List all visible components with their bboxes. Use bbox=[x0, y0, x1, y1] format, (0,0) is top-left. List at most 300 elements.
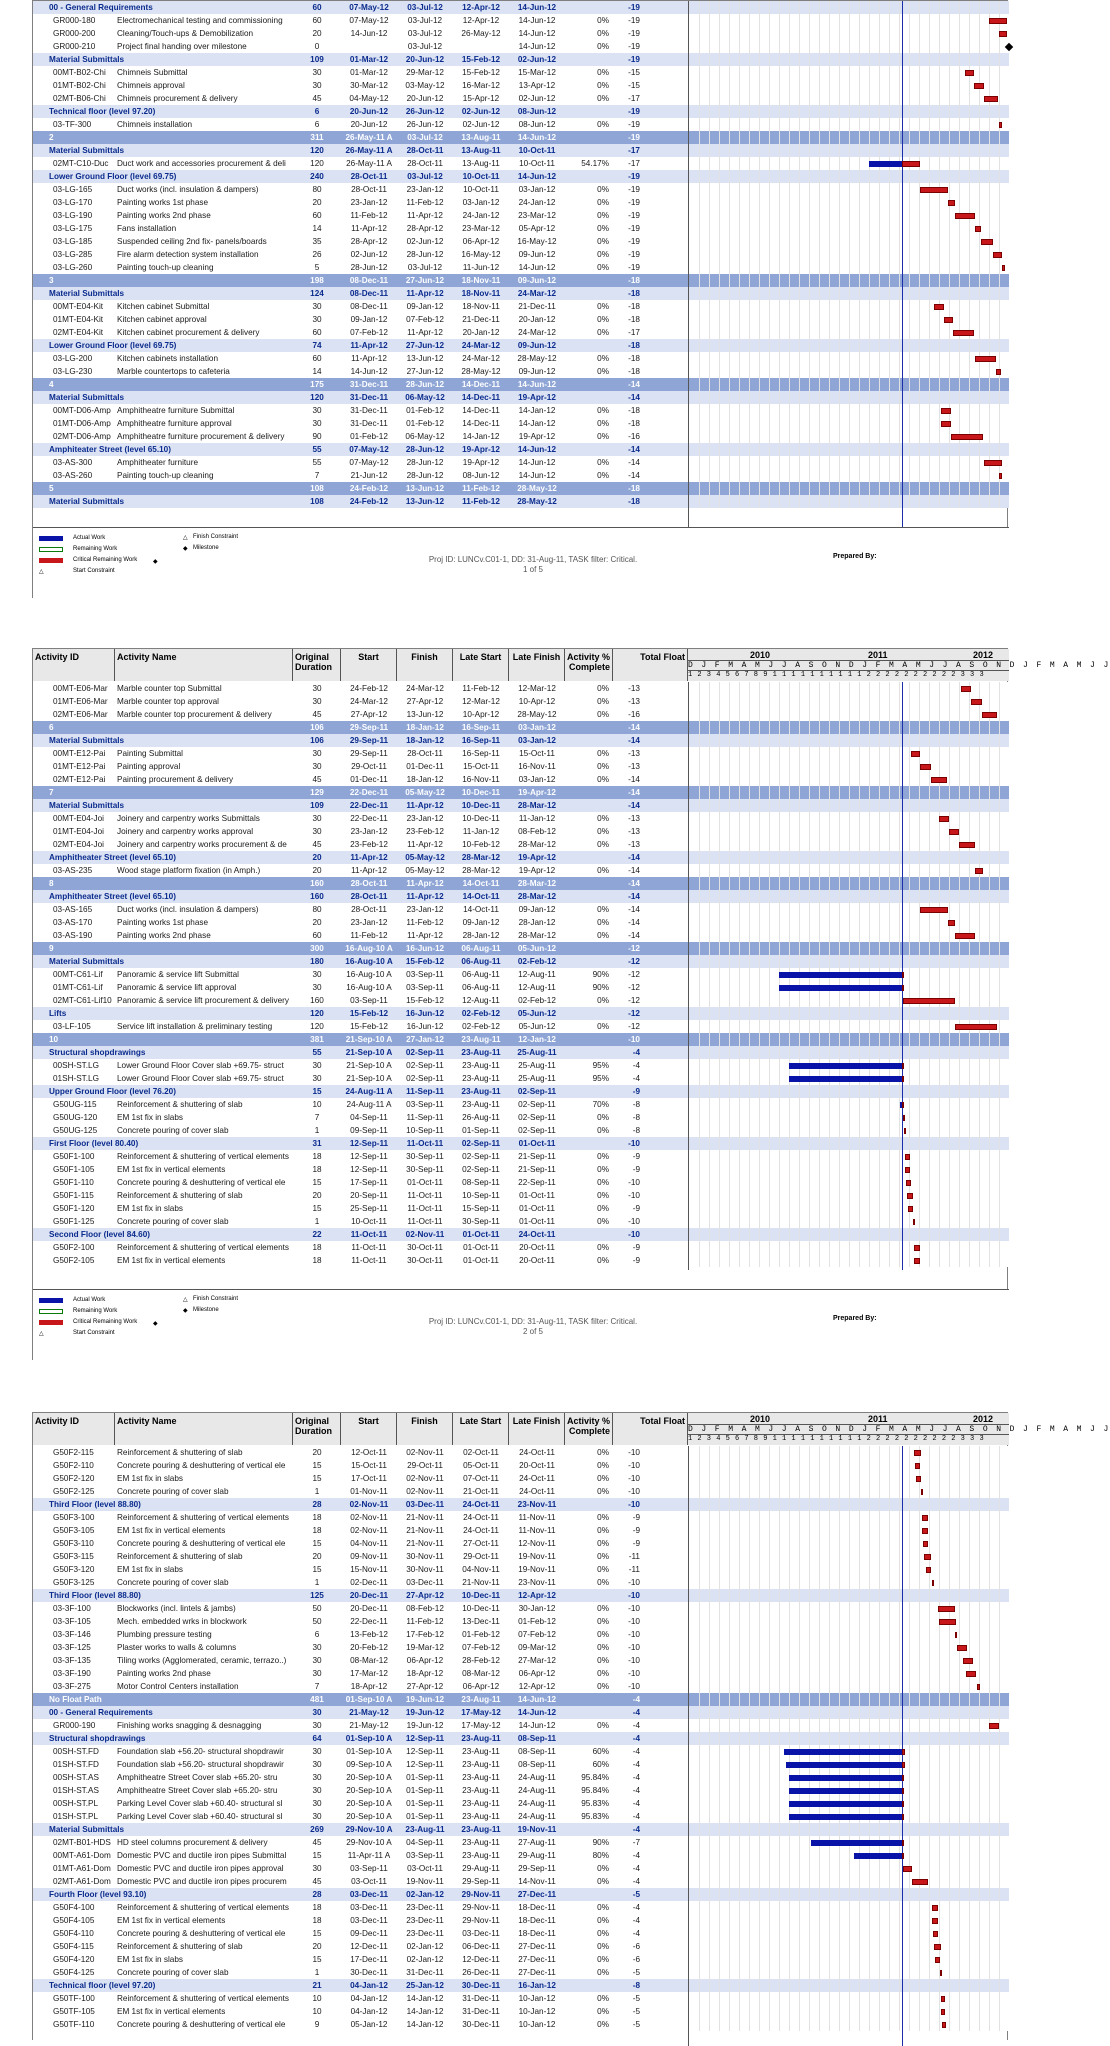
activity-id: 03-TF-300 bbox=[53, 120, 92, 129]
total-float: -5 bbox=[632, 2007, 640, 2016]
total-float: -14 bbox=[628, 905, 640, 914]
finish-date: 30-Sep-11 bbox=[406, 1152, 444, 1161]
late-finish-date: 27-Dec-11 bbox=[518, 1942, 556, 1951]
year-2011: 2011 bbox=[868, 1414, 888, 1424]
late-start-date: 13-Aug-11 bbox=[461, 146, 501, 155]
late-start-date: 26-Aug-11 bbox=[462, 1113, 500, 1122]
late-finish-date: 19-Apr-12 bbox=[518, 432, 556, 441]
critical-remaining-bar[interactable] bbox=[984, 460, 1002, 466]
activity-id: G50F1-120 bbox=[53, 1204, 95, 1213]
gantt-chart bbox=[688, 1, 1009, 527]
start-date: 25-Sep-11 bbox=[350, 1204, 388, 1213]
late-finish-date: 25-Aug-11 bbox=[517, 1048, 557, 1057]
late-finish-date: 02-Sep-11 bbox=[518, 1126, 556, 1135]
late-start-date: 05-Oct-11 bbox=[463, 1461, 499, 1470]
critical-remaining-bar[interactable] bbox=[914, 1450, 921, 1456]
critical-remaining-bar[interactable] bbox=[961, 686, 971, 692]
percent-complete: 0% bbox=[597, 1165, 609, 1174]
actual-work-bar[interactable] bbox=[789, 1076, 902, 1082]
critical-remaining-bar[interactable] bbox=[933, 1931, 938, 1937]
actual-work-bar[interactable] bbox=[854, 1853, 902, 1859]
actual-work-bar[interactable] bbox=[869, 161, 902, 167]
late-start-date: 10-Oct-11 bbox=[462, 172, 500, 181]
start-date: 22-Dec-11 bbox=[350, 1617, 388, 1626]
critical-remaining-bar[interactable] bbox=[955, 933, 975, 939]
critical-remaining-bar[interactable] bbox=[912, 1879, 928, 1885]
critical-remaining-bar[interactable] bbox=[934, 1944, 941, 1950]
finish-date: 23-Dec-11 bbox=[406, 1929, 444, 1938]
total-float: -19 bbox=[628, 172, 640, 181]
critical-remaining-bar[interactable] bbox=[934, 304, 944, 310]
critical-remaining-bar[interactable] bbox=[902, 161, 920, 167]
percent-complete bbox=[565, 786, 613, 799]
start-date: 29-Nov-10 A bbox=[345, 1825, 393, 1834]
critical-remaining-bar[interactable] bbox=[957, 1645, 967, 1651]
critical-remaining-bar[interactable] bbox=[955, 213, 975, 219]
critical-remaining-bar[interactable] bbox=[989, 18, 1007, 24]
critical-remaining-bar[interactable] bbox=[975, 226, 981, 232]
percent-complete: 0% bbox=[597, 775, 609, 784]
late-finish-date: 28-Mar-12 bbox=[517, 801, 557, 810]
month-labels: D J F M A M J J A S O N D J F M A M J J A S O N D J F M A M J J bbox=[688, 1425, 1110, 1434]
original-duration: 7 bbox=[314, 1113, 320, 1122]
activity-id: 01MT-A61-Dom bbox=[53, 1864, 111, 1873]
critical-remaining-bar[interactable] bbox=[902, 1076, 904, 1082]
original-duration: 180 bbox=[310, 957, 324, 966]
percent-complete: 0% bbox=[597, 1942, 609, 1951]
activity-id: G50F3-105 bbox=[53, 1526, 95, 1535]
total-float: -19 bbox=[628, 55, 640, 64]
critical-remaining-bar[interactable] bbox=[902, 985, 904, 991]
total-float: -4 bbox=[632, 1786, 640, 1795]
critical-remaining-bar[interactable] bbox=[905, 1167, 910, 1173]
critical-remaining-bar[interactable] bbox=[921, 1489, 923, 1495]
percent-complete: 0% bbox=[597, 827, 609, 836]
original-duration: 45 bbox=[312, 94, 322, 103]
finish-date: 20-Jun-12 bbox=[406, 94, 444, 103]
actual-work-bar[interactable] bbox=[789, 1788, 902, 1794]
total-float: -10 bbox=[628, 1656, 640, 1665]
activity-id: 03-AS-165 bbox=[53, 905, 93, 914]
late-start-date: 21-Dec-11 bbox=[462, 315, 500, 324]
activity-id: 03-LG-170 bbox=[53, 198, 93, 207]
wbs-name: Upper Ground Floor (level 76.20) bbox=[49, 1087, 176, 1096]
critical-remaining-bar[interactable] bbox=[905, 1154, 910, 1160]
finish-date: 02-Jan-12 bbox=[406, 1890, 444, 1899]
activity-name: Concrete pouring of cover slab bbox=[117, 1126, 229, 1135]
total-float: -15 bbox=[628, 68, 640, 77]
month-grid-line bbox=[789, 1, 790, 508]
original-duration: 60 bbox=[312, 354, 322, 363]
percent-complete bbox=[565, 443, 613, 456]
total-float: -14 bbox=[628, 879, 640, 888]
activity-id: 01MT-E04-Joi bbox=[53, 827, 104, 836]
late-finish-date: 09-Jun-12 bbox=[517, 341, 557, 350]
original-duration: 50 bbox=[312, 1604, 322, 1613]
activity-id: G50F2-115 bbox=[53, 1448, 94, 1457]
activity-id: 02MT-C10-Duc bbox=[53, 159, 109, 168]
month-grid-line bbox=[959, 1446, 960, 2031]
critical-remaining-bar[interactable] bbox=[939, 1619, 956, 1625]
critical-remaining-bar[interactable] bbox=[902, 1801, 904, 1807]
percent-complete: 0% bbox=[597, 1243, 609, 1252]
milestone-diamond[interactable] bbox=[1005, 42, 1013, 50]
critical-remaining-bar[interactable] bbox=[932, 1905, 938, 1911]
late-start-date: 03-Dec-11 bbox=[462, 1929, 500, 1938]
activity-name: EM 1st fix in slabs bbox=[117, 1474, 183, 1483]
critical-remaining-bar[interactable] bbox=[949, 829, 959, 835]
month-grid-line bbox=[739, 682, 740, 1267]
critical-remaining-bar[interactable] bbox=[932, 1580, 934, 1586]
late-finish-date: 14-Jun-12 bbox=[518, 1721, 556, 1730]
original-duration: 55 bbox=[312, 1048, 322, 1057]
critical-remaining-bar[interactable] bbox=[920, 907, 948, 913]
critical-remaining-bar[interactable] bbox=[907, 1193, 913, 1199]
critical-remaining-bar[interactable] bbox=[942, 2022, 946, 2028]
activity-name: Fans installation bbox=[117, 224, 177, 233]
critical-remaining-bar[interactable] bbox=[963, 1658, 973, 1664]
actual-work-bar[interactable] bbox=[811, 1840, 902, 1846]
original-duration: 74 bbox=[312, 341, 322, 350]
total-float: -4 bbox=[632, 1074, 640, 1083]
start-date: 01-Mar-12 bbox=[349, 55, 389, 64]
month-grid-line bbox=[949, 1, 950, 508]
critical-remaining-bar[interactable] bbox=[902, 1749, 905, 1755]
activity-id: G50F4-120 bbox=[53, 1955, 95, 1964]
actual-work-bar[interactable] bbox=[789, 1063, 902, 1069]
finish-date: 18-Jan-12 bbox=[406, 736, 444, 745]
critical-remaining-bar[interactable] bbox=[920, 764, 931, 770]
start-date: 23-Jan-12 bbox=[350, 827, 388, 836]
start-date: 28-Oct-11 bbox=[351, 905, 387, 914]
original-duration: 14 bbox=[312, 224, 322, 233]
late-start-date: 31-Dec-11 bbox=[462, 2007, 500, 2016]
start-date: 20-Sep-10 A bbox=[346, 1812, 392, 1821]
critical-remaining-bar[interactable] bbox=[913, 1219, 915, 1225]
original-duration: 30 bbox=[312, 1643, 322, 1652]
critical-remaining-bar[interactable] bbox=[914, 1245, 920, 1251]
critical-remaining-bar[interactable] bbox=[984, 96, 998, 102]
critical-remaining-bar[interactable] bbox=[931, 777, 947, 783]
data-date-line bbox=[902, 1, 903, 527]
col-late-start: Late Start bbox=[453, 649, 509, 681]
late-start-date: 14-Oct-11 bbox=[463, 905, 499, 914]
critical-remaining-bar[interactable] bbox=[951, 434, 983, 440]
critical-remaining-bar[interactable] bbox=[959, 842, 975, 848]
critical-remaining-bar[interactable] bbox=[971, 699, 982, 705]
total-float: -14 bbox=[628, 471, 640, 480]
original-duration: 6 bbox=[314, 107, 320, 116]
late-finish-date: 09-Jun-12 bbox=[517, 276, 557, 285]
critical-remaining-bar[interactable] bbox=[989, 1723, 999, 1729]
critical-remaining-bar[interactable] bbox=[906, 1180, 911, 1186]
start-date: 16-Aug-10 A bbox=[346, 970, 392, 979]
critical-remaining-bar[interactable] bbox=[975, 868, 983, 874]
activity-name: Amphitheatre furniture Submittal bbox=[117, 406, 235, 415]
month-grid-line bbox=[959, 1, 960, 508]
critical-remaining-bar[interactable] bbox=[915, 1463, 920, 1469]
legend-actual: Actual Work bbox=[73, 535, 106, 541]
activity-id: 03-LG-185 bbox=[53, 237, 93, 246]
finish-date: 03-Jul-12 bbox=[407, 172, 443, 181]
late-finish-date: 19-Nov-11 bbox=[518, 1565, 556, 1574]
wbs-name: Lifts bbox=[49, 1009, 67, 1018]
critical-remaining-bar[interactable] bbox=[932, 1918, 938, 1924]
late-start-date: 24-Mar-12 bbox=[461, 341, 501, 350]
finish-date: 18-Jan-12 bbox=[406, 775, 444, 784]
critical-remaining-bar[interactable] bbox=[941, 408, 951, 414]
finish-date: 16-Jun-12 bbox=[405, 1009, 445, 1018]
critical-remaining-bar[interactable] bbox=[916, 1476, 921, 1482]
critical-remaining-bar[interactable] bbox=[902, 1853, 904, 1859]
late-start-date: 10-Apr-12 bbox=[462, 710, 500, 719]
critical-remaining-bar[interactable] bbox=[982, 712, 997, 718]
total-float: -14 bbox=[628, 458, 640, 467]
finish-date: 02-Nov-11 bbox=[405, 1230, 445, 1239]
finish-date: 12-Sep-11 bbox=[406, 1760, 444, 1769]
original-duration: 7 bbox=[314, 471, 320, 480]
critical-remaining-bar[interactable] bbox=[981, 239, 993, 245]
percent-complete: 0% bbox=[597, 432, 609, 441]
activity-id: 00MT-E04-Joi bbox=[53, 814, 104, 823]
percent-complete: 0% bbox=[597, 931, 609, 940]
month-grid-line bbox=[769, 1, 770, 508]
critical-remaining-bar[interactable] bbox=[911, 751, 920, 757]
critical-remaining-bar[interactable] bbox=[948, 200, 955, 206]
total-float: -19 bbox=[628, 250, 640, 259]
late-start-date: 10-Dec-11 bbox=[461, 788, 501, 797]
original-duration: 311 bbox=[310, 133, 324, 142]
total-float: -4 bbox=[632, 1760, 640, 1769]
late-finish-date: 25-Aug-11 bbox=[518, 1061, 556, 1070]
total-float: -10 bbox=[628, 1487, 640, 1496]
start-date: 17-Sep-11 bbox=[350, 1178, 388, 1187]
actual-work-bar[interactable] bbox=[779, 972, 902, 978]
activity-id: G50F3-120 bbox=[53, 1565, 95, 1574]
late-finish-date: 02-Sep-11 bbox=[517, 1087, 557, 1096]
late-finish-date: 02-Feb-12 bbox=[517, 957, 557, 966]
original-duration: 120 bbox=[310, 393, 324, 402]
critical-remaining-bar[interactable] bbox=[922, 1515, 928, 1521]
critical-remaining-bar[interactable] bbox=[902, 1102, 904, 1108]
month-grid-line bbox=[749, 1446, 750, 2031]
finish-date: 26-Jun-12 bbox=[405, 107, 445, 116]
activity-name: Joinery and carpentry works procurement & de bbox=[117, 840, 287, 849]
start-date: 20-Jun-12 bbox=[349, 107, 389, 116]
activity-name: Reinforcement & shuttering of vertical elements bbox=[117, 1903, 290, 1912]
late-finish-date: 21-Sep-11 bbox=[518, 1165, 556, 1174]
critical-remaining-bar[interactable] bbox=[903, 1866, 912, 1872]
start-date: 04-Nov-11 bbox=[350, 1539, 388, 1548]
finish-date: 13-Jun-12 bbox=[406, 354, 444, 363]
late-start-date: 23-Aug-11 bbox=[461, 1087, 501, 1096]
finish-date: 01-Sep-11 bbox=[406, 1773, 444, 1782]
late-finish-date: 13-Apr-12 bbox=[518, 81, 556, 90]
critical-remaining-bar[interactable] bbox=[999, 31, 1007, 37]
finish-date: 27-Apr-12 bbox=[406, 1682, 444, 1691]
critical-remaining-bar[interactable] bbox=[902, 1840, 904, 1846]
critical-remaining-bar[interactable] bbox=[903, 998, 955, 1004]
activity-id: 03-AS-170 bbox=[53, 918, 93, 927]
critical-remaining-bar[interactable] bbox=[902, 1762, 905, 1768]
critical-remaining-bar[interactable] bbox=[993, 252, 1002, 258]
critical-remaining-bar[interactable] bbox=[977, 1684, 980, 1690]
percent-complete: 0% bbox=[597, 1461, 609, 1470]
critical-remaining-bar[interactable] bbox=[955, 1024, 997, 1030]
late-start-date: 15-Sep-11 bbox=[462, 1204, 500, 1213]
original-duration: 15 bbox=[312, 1087, 322, 1096]
critical-remaining-bar[interactable] bbox=[955, 1632, 957, 1638]
critical-remaining-bar[interactable] bbox=[904, 1128, 906, 1134]
critical-remaining-bar[interactable] bbox=[908, 1206, 913, 1212]
start-date: 11-Oct-11 bbox=[351, 1243, 387, 1252]
original-duration: 20 bbox=[312, 853, 322, 862]
original-duration: 15 bbox=[312, 1461, 322, 1470]
critical-remaining-bar[interactable] bbox=[938, 1606, 955, 1612]
legend-critical: Critical Remaining Work bbox=[73, 1319, 138, 1325]
actual-work-bar[interactable] bbox=[784, 1749, 902, 1755]
critical-remaining-bar[interactable] bbox=[941, 1996, 945, 2002]
critical-remaining-bar[interactable] bbox=[926, 1567, 931, 1573]
start-date: 24-Aug-11 A bbox=[345, 1087, 393, 1096]
critical-remaining-bar[interactable] bbox=[939, 816, 949, 822]
actual-work-bar[interactable] bbox=[789, 1814, 902, 1820]
critical-remaining-bar[interactable] bbox=[941, 421, 951, 427]
percent-complete: 0% bbox=[597, 1656, 609, 1665]
critical-remaining-bar[interactable] bbox=[922, 1528, 928, 1534]
late-finish-date: 29-Sep-11 bbox=[518, 1864, 556, 1873]
late-start-date: 08-Jun-12 bbox=[462, 471, 500, 480]
percent-complete: 95.83% bbox=[581, 1812, 609, 1821]
total-float: -4 bbox=[632, 1734, 640, 1743]
original-duration: 18 bbox=[312, 1916, 322, 1925]
start-date: 01-Mar-12 bbox=[350, 68, 388, 77]
critical-remaining-bar[interactable] bbox=[1002, 265, 1005, 271]
activity-id: 03-3F-275 bbox=[53, 1682, 91, 1691]
late-start-date: 26-May-12 bbox=[461, 29, 501, 38]
late-finish-date: 14-Jun-12 bbox=[518, 42, 556, 51]
finish-date: 03-Jul-12 bbox=[407, 16, 443, 25]
original-duration: 20 bbox=[312, 29, 322, 38]
total-float: -4 bbox=[632, 1773, 640, 1782]
percent-complete: 0% bbox=[597, 328, 609, 337]
activity-name: Kitchen cabinet approval bbox=[117, 315, 207, 324]
activity-name: EM 1st fix in slabs bbox=[117, 1204, 183, 1213]
activity-name: Electromechanical testing and commissioning bbox=[117, 16, 283, 25]
actual-work-bar[interactable] bbox=[786, 1762, 902, 1768]
critical-remaining-bar[interactable] bbox=[941, 2009, 945, 2015]
critical-remaining-bar[interactable] bbox=[902, 1063, 904, 1069]
late-start-date: 30-Dec-11 bbox=[462, 2020, 500, 2029]
critical-remaining-bar[interactable] bbox=[920, 187, 948, 193]
finish-date: 11-Apr-12 bbox=[407, 840, 443, 849]
activity-id: 00MT-D06-Amp bbox=[53, 406, 111, 415]
late-finish-date: 27-Dec-11 bbox=[518, 1955, 556, 1964]
late-finish-date: 05-Jun-12 bbox=[518, 1022, 556, 1031]
total-float: -4 bbox=[632, 1916, 640, 1925]
critical-remaining-bar[interactable] bbox=[974, 83, 984, 89]
activity-name: Concrete pouring of cover slab bbox=[117, 1487, 229, 1496]
critical-remaining-bar[interactable] bbox=[940, 1970, 942, 1976]
critical-remaining-bar[interactable] bbox=[902, 972, 904, 978]
late-start-date: 29-Nov-11 bbox=[462, 1916, 500, 1925]
actual-work-bar[interactable] bbox=[789, 1775, 902, 1781]
critical-remaining-bar[interactable] bbox=[924, 1554, 931, 1560]
finish-date: 02-Sep-11 bbox=[406, 1074, 444, 1083]
activity-name: EM 1st fix in slabs bbox=[117, 1955, 183, 1964]
critical-remaining-bar[interactable] bbox=[903, 1115, 905, 1121]
col-orig-duration: Original Duration bbox=[293, 1413, 341, 1445]
month-grid-line bbox=[839, 1, 840, 508]
percent-complete: 90% bbox=[592, 983, 609, 992]
activity-name: Chimneis procurement & delivery bbox=[117, 94, 238, 103]
start-date: 27-Apr-12 bbox=[350, 710, 388, 719]
actual-work-bar[interactable] bbox=[779, 985, 902, 991]
critical-remaining-bar[interactable] bbox=[999, 473, 1002, 479]
original-duration: 7 bbox=[314, 1682, 320, 1691]
start-date: 23-Feb-12 bbox=[350, 840, 388, 849]
critical-remaining-bar[interactable] bbox=[996, 369, 1001, 375]
late-finish-date: 12-Aug-11 bbox=[518, 983, 556, 992]
total-float: -18 bbox=[628, 289, 640, 298]
month-grid-line bbox=[919, 1446, 920, 2031]
critical-remaining-bar[interactable] bbox=[999, 122, 1002, 128]
late-start-date: 11-Feb-12 bbox=[462, 497, 500, 506]
critical-remaining-bar[interactable] bbox=[965, 70, 974, 76]
critical-remaining-bar[interactable] bbox=[914, 1258, 920, 1264]
critical-remaining-bar[interactable] bbox=[902, 1775, 904, 1781]
legend-footer bbox=[33, 1289, 1009, 1361]
start-date: 15-Feb-12 bbox=[349, 1009, 389, 1018]
critical-remaining-bar[interactable] bbox=[902, 1788, 904, 1794]
late-finish-date: 14-Jun-12 bbox=[518, 16, 556, 25]
original-duration: 15 bbox=[312, 1178, 322, 1187]
critical-remaining-bar[interactable] bbox=[923, 1541, 928, 1547]
percent-complete: 0% bbox=[597, 185, 609, 194]
late-start-date: 24-Oct-11 bbox=[462, 1500, 500, 1509]
original-duration: 30 bbox=[312, 406, 322, 415]
start-date: 24-Aug-11 A bbox=[346, 1100, 392, 1109]
critical-remaining-bar[interactable] bbox=[948, 920, 955, 926]
activity-name: Parking Level Cover slab +60.40- structural sl bbox=[117, 1799, 283, 1808]
year-2012: 2012 bbox=[973, 1414, 994, 1424]
original-duration: 30 bbox=[312, 827, 322, 836]
total-float: -10 bbox=[628, 1682, 640, 1691]
start-date: 08-Dec-11 bbox=[349, 289, 389, 298]
late-finish-date: 23-Nov-11 bbox=[518, 1578, 556, 1587]
percent-complete: 0% bbox=[597, 1578, 609, 1587]
late-start-date: 27-Oct-11 bbox=[463, 1539, 499, 1548]
activity-name: Amphitheater furniture bbox=[117, 458, 199, 467]
critical-remaining-bar[interactable] bbox=[935, 1957, 940, 1963]
activity-id: G50F3-125 bbox=[53, 1578, 95, 1587]
critical-remaining-bar[interactable] bbox=[953, 330, 974, 336]
total-float: -14 bbox=[628, 801, 640, 810]
percent-complete bbox=[565, 378, 613, 391]
year-2010: 2010 bbox=[750, 650, 771, 660]
finish-date: 30-Sep-11 bbox=[406, 1165, 444, 1174]
activity-name: Amphitheatre Street Cover slab +65.20- stru bbox=[117, 1773, 278, 1782]
start-date: 26-May-11 A bbox=[345, 146, 393, 155]
critical-remaining-bar[interactable] bbox=[902, 1814, 904, 1820]
activity-name: Amphitheatre furniture procurement & delivery bbox=[117, 432, 285, 441]
critical-remaining-bar[interactable] bbox=[975, 356, 996, 362]
original-duration: 109 bbox=[310, 801, 324, 810]
critical-remaining-bar[interactable] bbox=[966, 1671, 976, 1677]
finish-date: 31-Dec-11 bbox=[406, 1968, 444, 1977]
critical-remaining-bar[interactable] bbox=[944, 317, 953, 323]
actual-work-bar[interactable] bbox=[789, 1801, 902, 1807]
